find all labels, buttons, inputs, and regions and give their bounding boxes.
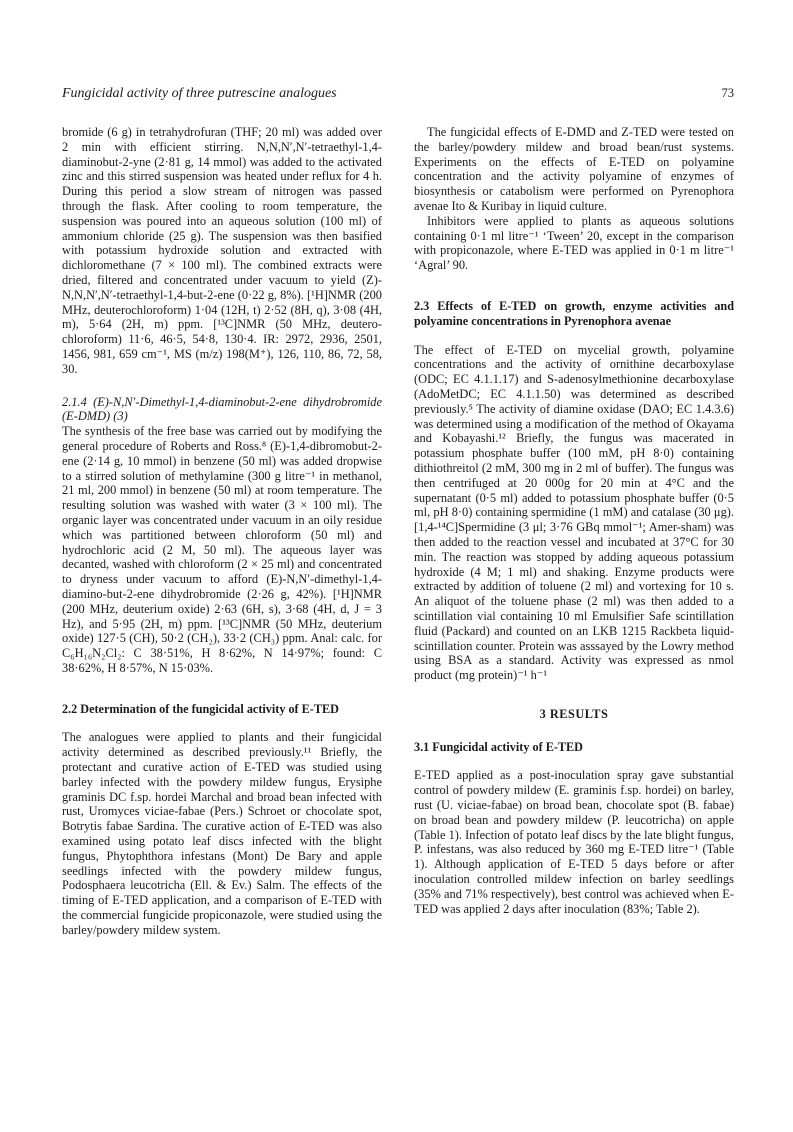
paragraph: The synthesis of the free base was carried out by modifying the general procedure of Roberts and Ross.⁸ (E)-1,4-dibromobut-2-ene (2·14 g, 10 mmol) in benzene (50 ml) was added dropwise to a stirred solution of methylamine (300 g litre⁻¹ in methanol, 21 ml, 200 mmol) in benzene (50 ml) at room temperature. The resulting solution was washed with water (3 × 100 ml). The organic layer was concentrated under vacuum in an oily residue which was partitioned between chloroform (50 ml) and hydrochloric acid (2 M, 50 ml). The aqueous layer was decanted, washed with chloroform (2 × 25 ml) and concentrated to dryness under vacuum to afford (E)-N,N′-dimethyl-1,4-diamino-but-2-ene dihydrobromide (2·26 g, 42%). [¹H]NMR (200 MHz, deuterium oxide) 2·63 (6H, s), 3·68 (4H, d, J = 3 Hz), and 5·95 (2H, m) ppm. [¹³C]NMR (50 MHz, deuterium oxide) 127·5 (CH), 50·2 (CH₂), 33·2 (CH₃) ppm. Anal: calc. for C₆H₁₆N₂Cl₂: C 38·51%, H 8·62%, N 14·97%; found: C 38·62%, H 8·57%, N 15·03%. xyxy=(62,424,382,675)
page-number: 73 xyxy=(721,86,734,100)
paragraph: The analogues were applied to plants and their fungicidal activity determined as described previously.¹¹ Briefly, the protectant and curative action of E-TED was studied using barley infected with the powdery mildew fungus, Erysiphe graminis DC f.sp. hordei Marchal and broad bean infected with rust, Uromyces viciae-fabae (Pers.) Schroet or chocolate spot, Botrytis fabae Sardina. The curative action of E-TED was also examined using potato leaf discs infected with the blight fungus, Phytophthora infestans (Mont) De Bary and apple seedlings infected with the powdery mildew fungus, Podosphaera leucotricha (Ell. & Ev.) Salm. The effects of the timing of E-TED application, and a comparison of E-TED with the commercial fungicide propiconazole, were studied using the barley/powdery mildew system. xyxy=(62,730,382,937)
paragraph: The fungicidal effects of E-DMD and Z-TED were tested on the barley/powdery mildew and broad bean/rust systems. Experiments on the effects of E-TED on polyamine concentration and the activity polyamine of enzymes of biosynthesis or catabolism were performed on Pyrenophora avenae Ito & Kuribay in liquid culture. xyxy=(414,125,734,213)
paragraph: E-TED applied as a post-inoculation spray gave substantial control of powdery mildew (E. graminis f.sp. hordei) on barley, rust (U. viciae-fabae) on broad bean, chocolate spot (B. fabae) on broad bean and powdery mildew (P. leucotricha) on apple (Table 1). Infection of potato leaf discs by the late blight fungus, P. infestans, was also reduced by 360 mg E-TED litre⁻¹ (Table 1). Although application of E-TED 5 days before or after inoculation controlled mildew infection on barley seedlings (35% and 71% respectively), best control was achieved when E-TED was applied 2 days after inoculation (83%; Table 2). xyxy=(414,768,734,916)
section-heading: 2.2 Determination of the fungicidal activity of E-TED xyxy=(62,701,339,716)
paragraph: bromide (6 g) in tetrahydrofuran (THF; 20 ml) was added over 2 min with efficient stirring. N,N,N′,N′-tetraethyl-1,4-diaminobut-2-yne (2·81 g, 14 mmol) was added to the activated zinc and this stirred suspension was heated under reflux for 4 h. During this period a slow stream of nitrogen was passed through the flask. After cooling to room temperature, the suspension was poured into an aqueous solution (100 ml) of ammonium chloride (25 g). The suspension was then basified with potassium hydroxide solution and extracted with dichloromethane (7 × 100 ml). The combined extracts were dried, filtered and concentrated under vacuum to yield (Z)-N,N,N′,N′-tetraethyl-1,4-but-2-ene (0·22 g, 8%). [¹H]NMR (200 MHz, deuterochloroform) 1·04 (12H, t) 2·52 (8H, q), 3·08 (4H, m), 5·64 (2H, m) ppm. [¹³C]NMR (50 MHz, deutero-chloroform) 11·6, 46·5, 54·8, 130·4. IR: 2972, 2936, 2501, 1456, 981, 659 cm⁻¹, MS (m/z) 198(M⁺), 126, 110, 86, 72, 58, 30. xyxy=(62,125,382,376)
right-column xyxy=(414,125,734,916)
subsection-heading: 2.1.4 (E)-N,N′-Dimethyl-1,4-diaminobut-2-ene dihydrobromide (E-DMD) (3) xyxy=(62,394,382,424)
running-title: Fungicidal activity of three putrescine analogues xyxy=(62,86,337,101)
page-header xyxy=(62,86,734,106)
section-heading: 3.1 Fungicidal activity of E-TED xyxy=(414,739,583,754)
section-heading: 2.3 Effects of E-TED on growth, enzyme activities and polyamine concentrations in Pyrenophora avenae xyxy=(414,298,734,328)
left-column xyxy=(62,125,382,938)
results-heading: 3 RESULTS xyxy=(539,706,609,721)
paragraph: Inhibitors were applied to plants as aqueous solutions containing 0·1 ml litre⁻¹ ‘Tween’ 20, except in the comparison with propiconazole, where E-TED was applied in 0·1 m litre⁻¹ ‘Agral’ 90. xyxy=(414,213,734,273)
paragraph: The effect of E-TED on mycelial growth, polyamine concentrations and the activity of ornithine decarboxylase (ODC; EC 4.1.1.17) and S-adenosylmethionine decarboxylase (AdoMetDC; EC 4.1.1.50) was determined as described previously.⁵ The activity of diamine oxidase (DAO; EC 1.4.3.6) was determined using a modification of the method of Okayama and Kobayashi.¹² Briefly, the fungus was macerated in potassium phosphate buffer (100 mM, pH 8·0) containing dithiothreitol (2 mM, 300 mg in 2 ml of buffer). The fungus was then centrifuged at 20 000g for 20 min at 4°C and the supernatant (0·5 ml) added to potassium phosphate buffer (0·5 ml, pH 8·0) containing spermidine (1 mM) and catalase (30 μg). [1,4-¹⁴C]Spermidine (3 μl; 3·76 GBq mmol⁻¹; Amer-sham) was then added to the reaction vessel and incubated at 37°C for 30 min. The reaction was stopped by adding aqueous potassium hydroxide (4 M; 1 ml) and shaking. Enzyme products were extracted by addition of toluene (2 ml) and vortexing for 10 s. An aliquot of the toluene phase (2 ml) was then added to a scintillation vial containing 10 ml Emulsifier Safe scintillation fluid (Packard) and counted on an LKB 1215 Rackbeta liquid-scintillation counter. Protein was asssayed by the Lowry method using BSA as a standard. Activity was expressed as nmol product (mg protein)⁻¹ h⁻¹ xyxy=(414,342,734,683)
